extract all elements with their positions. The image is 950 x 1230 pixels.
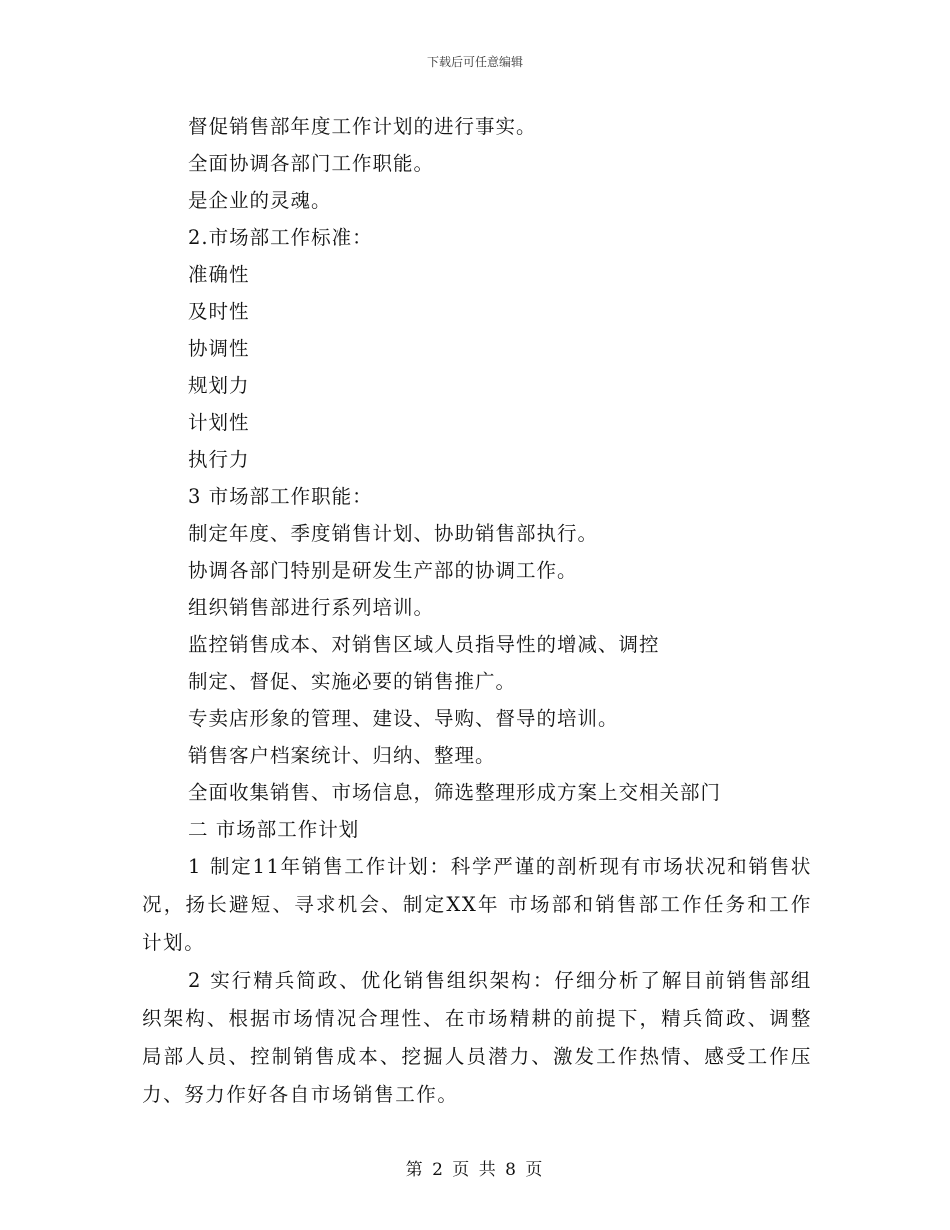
- list-item: 组织销售部进行系列培训。: [188, 596, 435, 619]
- header-note: 下载后可任意编辑: [426, 55, 523, 69]
- list-item: 计划性: [188, 411, 250, 434]
- list-item: 协调各部门特别是研发生产部的协调工作。: [188, 559, 578, 582]
- list-item: 监控销售成本、对销售区域人员指导性的增减、调控: [188, 633, 660, 656]
- list-item: 规划力: [188, 374, 250, 397]
- text-line: 是企业的灵魂。: [188, 189, 332, 212]
- list-item: 执行力: [188, 448, 250, 471]
- list-item: 专卖店形象的管理、建设、导购、督导的培训。: [188, 707, 619, 730]
- text-line: 督促销售部年度工作计划的进行事实。: [188, 115, 537, 138]
- list-item: 制定年度、季度销售计划、协助销售部执行。: [188, 522, 599, 545]
- paragraph: 2 实行精兵简政、优化销售组织架构：仔细分析了解目前销售部组织架构、根据市场情况合理性、在市场精耕的前提下，精兵简政、调整局部人员、控制销售成本、挖掘人员潜力、激发工作热情、感受工作压力、努力作好各自市场销售工作。: [142, 969, 812, 1106]
- list-item: 协调性: [188, 337, 250, 360]
- section-heading: 3 市场部工作职能：: [188, 485, 373, 508]
- section-heading: 2.市场部工作标准：: [188, 226, 373, 249]
- page-number: 第 2 页 共 8 页: [405, 1160, 545, 1180]
- list-item: 制定、督促、实施必要的销售推广。: [188, 670, 517, 693]
- paragraph: 1 制定11年销售工作计划：科学严谨的剖析现有市场状况和销售状况，扬长避短、寻求机会、制定XX年 市场部和销售部工作任务和工作计划。: [142, 855, 812, 954]
- list-item: 及时性: [188, 300, 250, 323]
- section-heading: 二 市场部工作计划: [188, 818, 360, 841]
- list-item: 销售客户档案统计、归纳、整理。: [188, 744, 496, 767]
- text-line: 全面协调各部门工作职能。: [188, 152, 435, 175]
- document-body: [142, 108, 812, 1114]
- list-item: 准确性: [188, 263, 250, 286]
- list-item: 全面收集销售、市场信息，筛选整理形成方案上交相关部门: [188, 781, 722, 804]
